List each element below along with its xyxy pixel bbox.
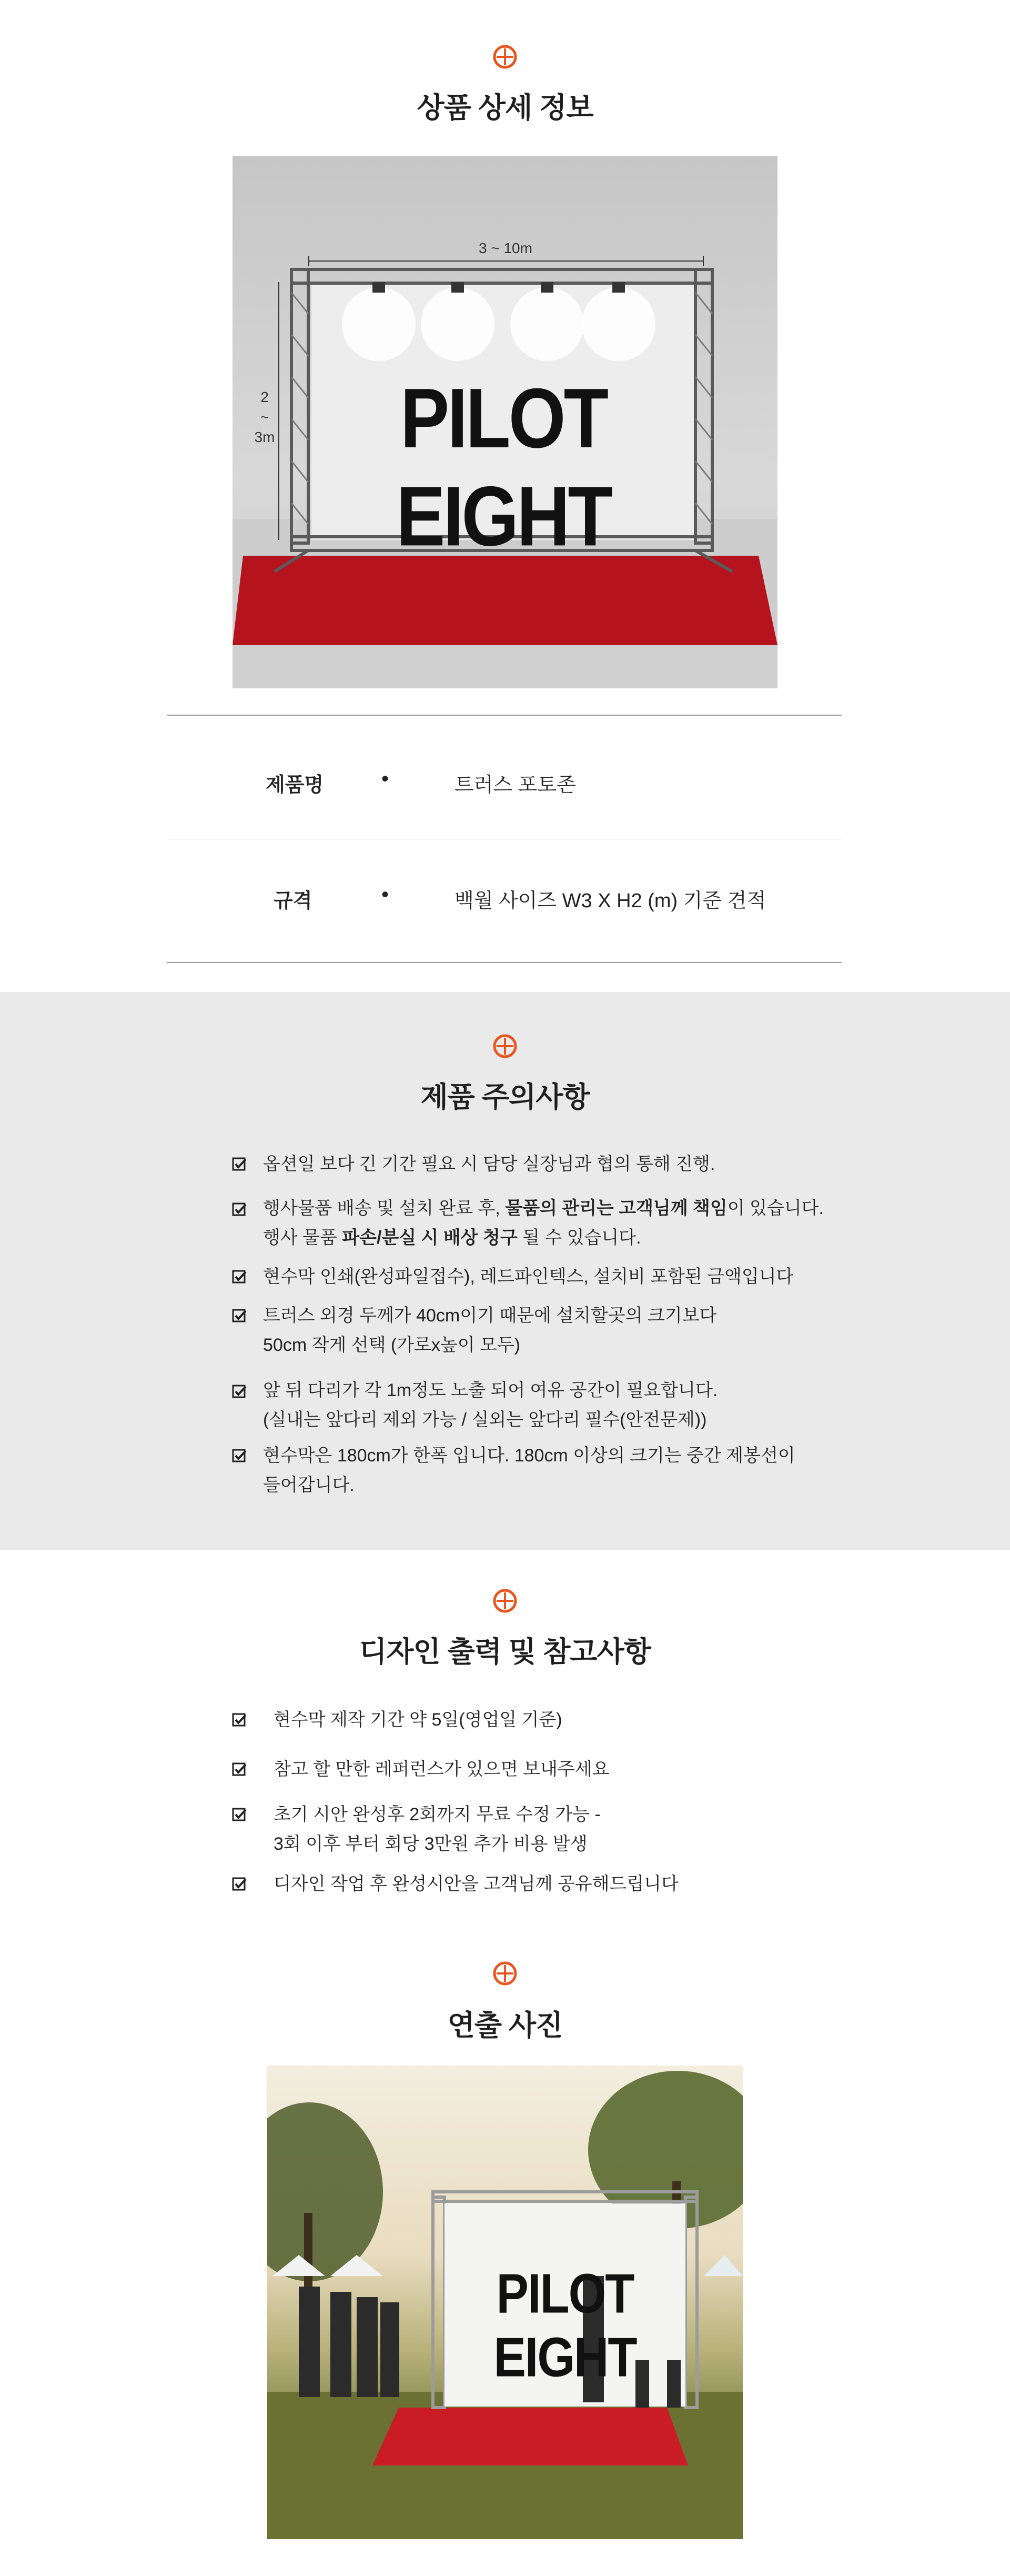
caution-item-6: [263, 1441, 795, 1500]
caution-item-2-bold-a: 물품의 관리는 고객님께 책임: [505, 1198, 728, 1218]
checkbox-icon: [231, 1269, 247, 1285]
table-value-spec: 백월 사이즈 W3 X H2 (m) 기준 견적: [454, 890, 766, 912]
caution-item-6-line-2: 들어갑니다.: [263, 1475, 355, 1495]
table-bullet: •: [381, 767, 389, 790]
section-title-design: 디자인 출력 및 참고사항: [359, 1636, 651, 1668]
table-label-spec: 규격: [274, 890, 312, 912]
section-title-detail: 상품 상세 정보: [417, 92, 593, 124]
crosshair-icon: [491, 1033, 519, 1060]
checkbox-icon: [231, 1712, 247, 1728]
caution-item-2-bold-b: 파손/분실 시 배상 청구: [342, 1228, 518, 1248]
checkbox-icon: [231, 1384, 247, 1400]
caution-item-5-line-2: (실내는 앞다리 제외 가능 / 실외는 앞다리 필수(안전문제)): [263, 1410, 707, 1430]
caution-item-2-text-d: 될 수 있습니다.: [517, 1228, 641, 1248]
crosshair-icon: [491, 1587, 519, 1615]
height-dimension-label: [251, 387, 278, 447]
caution-item-5: [263, 1376, 718, 1435]
caution-item-2-text-b: 이 있습니다.: [727, 1198, 824, 1218]
design-item-4: 디자인 작업 후 완성시안을 고객님께 공유해드립니다: [274, 1874, 679, 1894]
checkbox-icon: [231, 1807, 247, 1823]
event-photo: [267, 2066, 743, 2539]
checkbox-icon: [231, 1877, 247, 1892]
caution-item-4: [263, 1301, 716, 1360]
caution-item-5-line-1: 앞 뒤 다리가 각 1m정도 노출 되어 여유 공간이 필요합니다.: [263, 1380, 718, 1400]
caution-item-2: [263, 1194, 824, 1252]
checkbox-icon: [231, 1308, 247, 1324]
height-label-bottom: 3m: [254, 429, 275, 445]
caution-item-6-line-1: 현수막은 180cm가 한폭 입니다. 180cm 이상의 크기는 중간 제봉선이: [263, 1446, 795, 1466]
crosshair-icon: [491, 43, 519, 71]
caution-item-2-text-a: 행사물품 배송 및 설치 완료 후,: [263, 1198, 506, 1218]
section-title-caution: 제품 주의사항: [420, 1081, 590, 1113]
table-top-rule: [167, 715, 842, 716]
height-label-mid: ~: [260, 409, 269, 425]
banner-text: PILOT EIGHT: [396, 370, 611, 564]
caution-item-3: 현수막 인쇄(완성파일접수), 레드파인텍스, 설치비 포함된 금액입니다: [263, 1267, 794, 1287]
caution-item-1: 옵션일 보다 긴 기간 필요 시 담당 실장님과 협의 통해 진행.: [263, 1154, 715, 1174]
design-item-3-line-2: 3회 이후 부터 회당 3만원 추가 비용 발생: [274, 1834, 588, 1854]
event-banner-text: PILOT EIGHT: [493, 2263, 637, 2389]
height-label-top: 2: [260, 389, 269, 405]
width-dimension-label: 3 ~ 10m: [479, 240, 532, 256]
product-photo: [233, 156, 777, 688]
caution-item-2-text-c: 행사 물품: [263, 1228, 342, 1248]
design-item-3-line-1: 초기 시안 완성후 2회까지 무료 수정 가능 -: [274, 1805, 601, 1825]
caution-item-4-line-1: 트러스 외경 두께가 40cm이기 때문에 설치할곳의 크기보다: [263, 1306, 717, 1326]
section-title-gallery: 연출 사진: [447, 2010, 563, 2041]
table-label-name: 제품명: [266, 774, 324, 796]
table-bullet: •: [381, 883, 389, 906]
checkbox-icon: [231, 1157, 247, 1172]
design-item-1: 현수막 제작 기간 약 5일(영업일 기준): [274, 1710, 562, 1730]
table-bottom-rule: [167, 962, 842, 963]
crosshair-icon: [491, 1960, 519, 1987]
checkbox-icon: [231, 1202, 247, 1218]
checkbox-icon: [231, 1762, 247, 1778]
table-value-name: 트러스 포토존: [454, 774, 576, 796]
design-item-3: [274, 1800, 601, 1859]
design-item-2: 참고 할 만한 레퍼런스가 있으면 보내주세요: [274, 1759, 610, 1779]
caution-item-4-line-2: 50cm 작게 선택 (가로x높이 모두): [263, 1335, 521, 1355]
checkbox-icon: [231, 1448, 247, 1464]
